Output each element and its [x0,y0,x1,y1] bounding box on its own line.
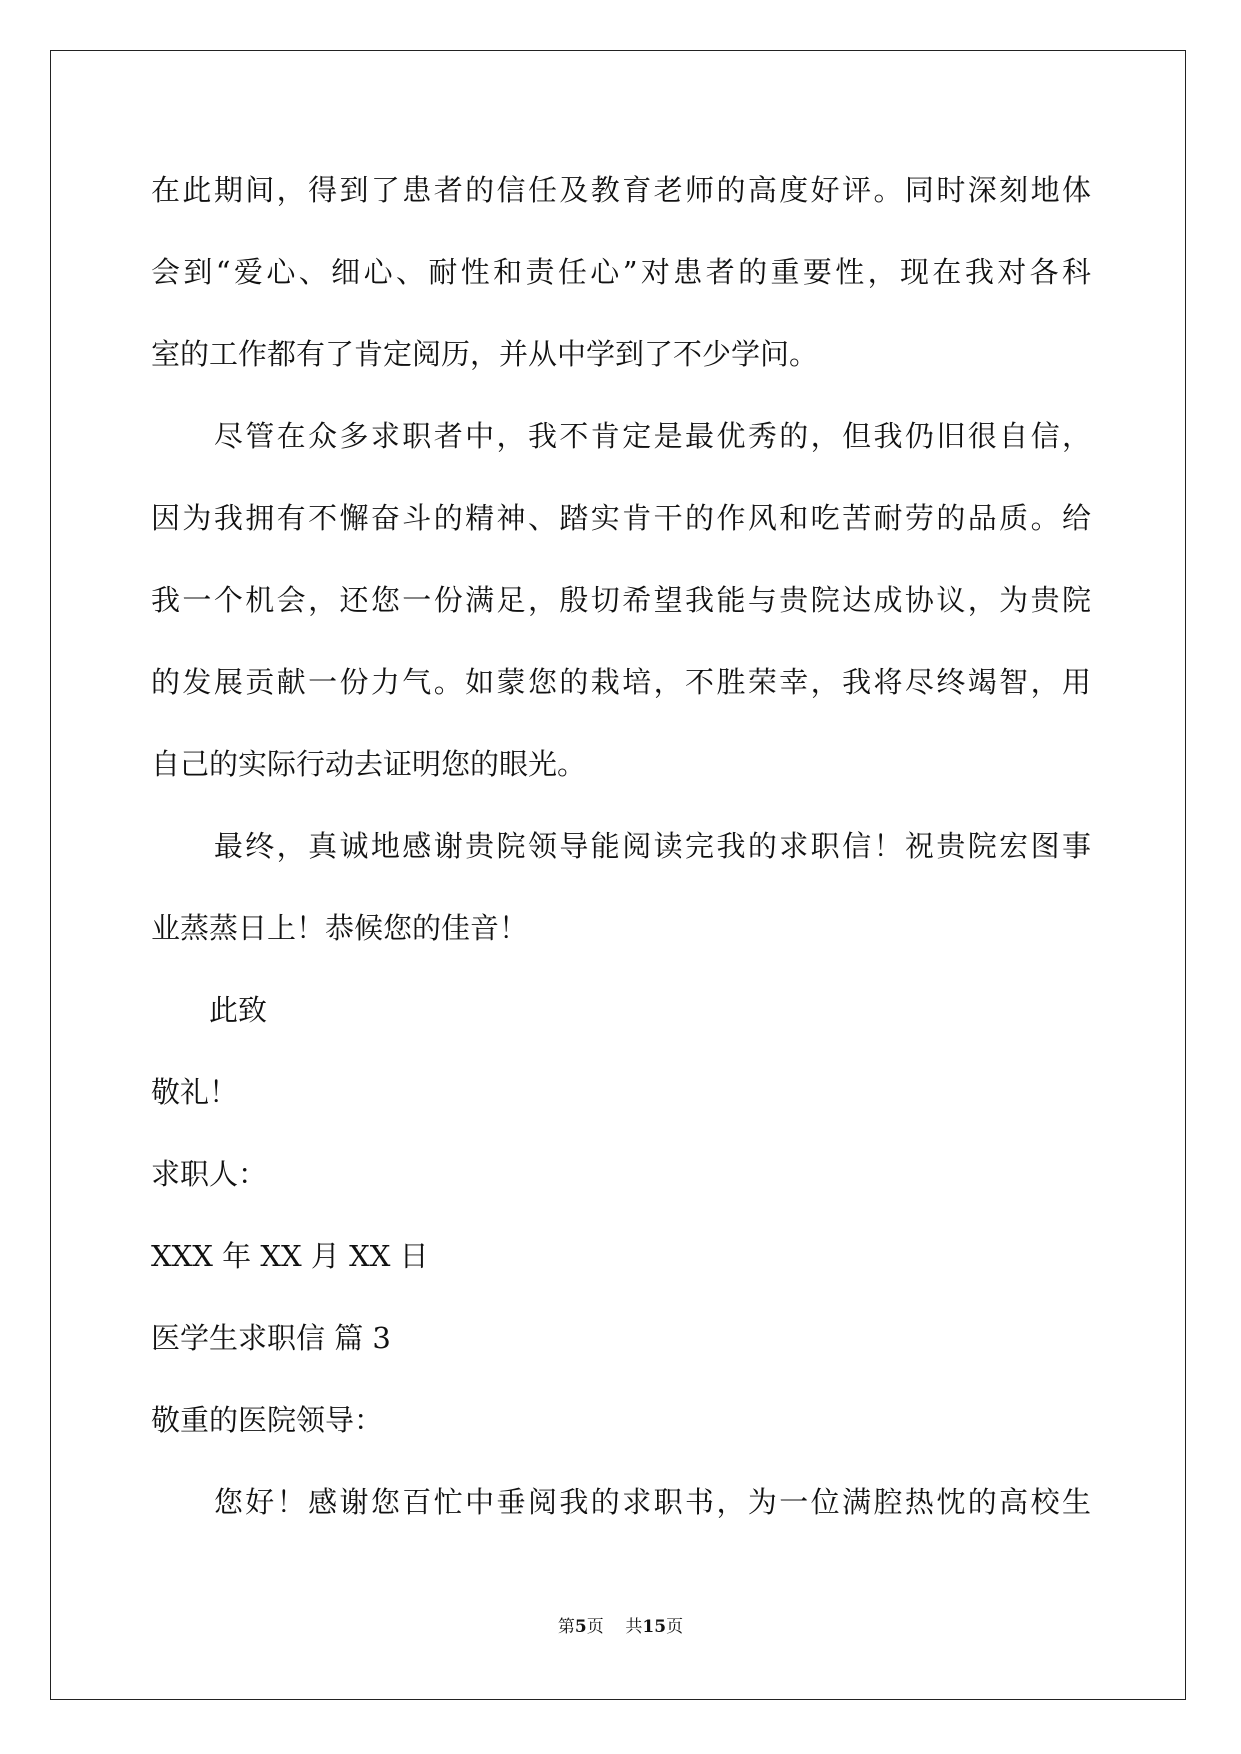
closing-regards: 敬礼！ [151,1075,239,1109]
text-line: 的发展贡献一份力气。如蒙您的栽培，不胜荣幸，我将尽终竭智，用 [151,665,1091,699]
text-line: 业蒸蒸日上！恭候您的佳音！ [151,911,529,945]
page-border [50,50,1186,1700]
section-heading: 医学生求职信 篇 3 [151,1321,391,1355]
text-line: 自己的实际行动去证明您的眼光。 [151,747,587,781]
text-line: 您好！感谢您百忙中垂阅我的求职书，为一位满腔热忱的高校生 [151,1485,1091,1519]
closing-salutation: 此致 [151,993,268,1027]
footer-prefix: 第 [557,1617,575,1637]
applicant-label: 求职人： [151,1157,268,1191]
text-line: 在此期间，得到了患者的信任及教育老师的高度好评。同时深刻地体 [151,173,1091,207]
letter-greeting: 敬重的医院领导： [151,1403,384,1437]
current-page-number: 5 [574,1617,587,1637]
total-page-count: 15 [642,1617,667,1637]
page-footer [0,1612,1241,1637]
text-line: 因为我拥有不懈奋斗的精神、踏实肯干的作风和吃苦耐劳的品质。给 [151,501,1091,535]
footer-suffix: 页 [666,1617,684,1637]
text-line: 会到“爱心、细心、耐性和责任心”对患者的重要性，现在我对各科 [151,255,1091,289]
date-line: XXX 年 XX 月 XX 日 [151,1239,429,1273]
text-line: 尽管在众多求职者中，我不肯定是最优秀的，但我仍旧很自信， [151,419,1091,453]
text-line: 我一个机会，还您一份满足，殷切希望我能与贵院达成协议，为贵院 [151,583,1091,617]
text-line: 最终，真诚地感谢贵院领导能阅读完我的求职信！祝贵院宏图事 [151,829,1091,863]
footer-middle: 页 共 [586,1617,643,1637]
text-line: 室的工作都有了肯定阅历，并从中学到了不少学问。 [151,337,819,371]
